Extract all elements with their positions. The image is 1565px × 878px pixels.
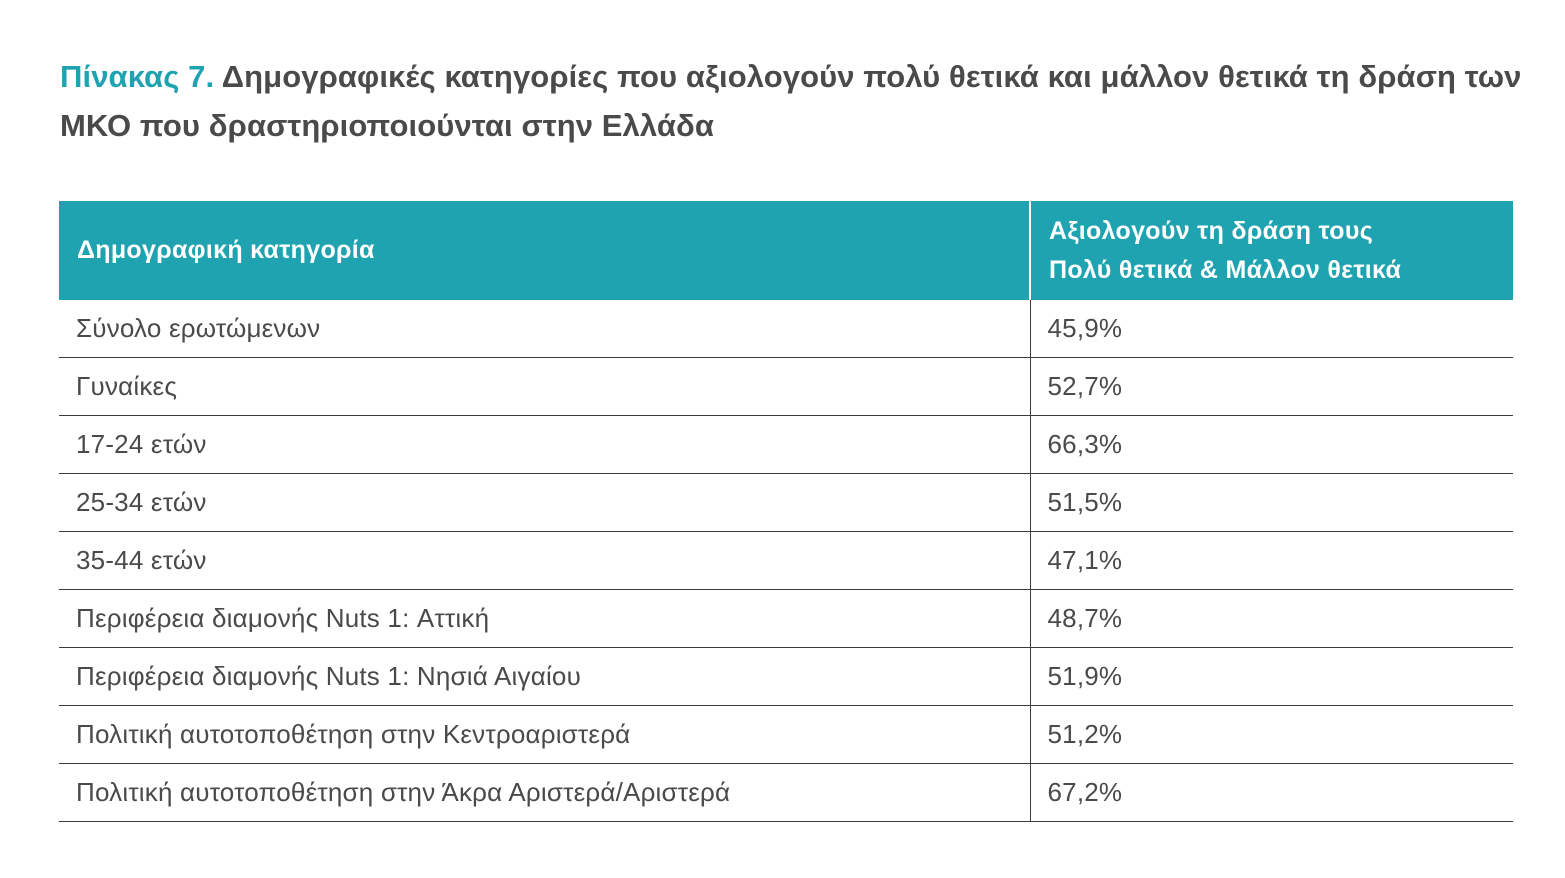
- header-value-line1: Αξιολογούν τη δράση τους: [1049, 216, 1374, 245]
- row-category: 35-44 ετών: [59, 532, 1030, 590]
- demographics-table: [59, 201, 1513, 822]
- row-category: Περιφέρεια διαμονής Nuts 1: Αττική: [59, 590, 1030, 648]
- row-value: 67,2%: [1030, 764, 1513, 822]
- row-value: 51,2%: [1030, 706, 1513, 764]
- table-row: [59, 590, 1513, 648]
- row-category: Σύνολο ερωτώμενων: [59, 300, 1030, 358]
- row-category: Γυναίκες: [59, 358, 1030, 416]
- table-row: [59, 532, 1513, 590]
- row-value: 51,5%: [1030, 474, 1513, 532]
- row-category: 17-24 ετών: [59, 416, 1030, 474]
- header-value-line2: Πολύ θετικά & Μάλλον θετικά: [1049, 255, 1402, 284]
- table-header: [59, 201, 1513, 300]
- table-row: [59, 474, 1513, 532]
- row-value: 45,9%: [1030, 300, 1513, 358]
- row-category: Πολιτική αυτοτοποθέτηση στην Κεντροαριστερά: [59, 706, 1030, 764]
- table-row: [59, 648, 1513, 706]
- header-value: [1030, 201, 1513, 300]
- table-row: [59, 706, 1513, 764]
- row-category: Πολιτική αυτοτοποθέτηση στην Άκρα Αριστερά/Αριστερά: [59, 764, 1030, 822]
- table-row: [59, 358, 1513, 416]
- row-value: 51,9%: [1030, 648, 1513, 706]
- table-row: [59, 416, 1513, 474]
- table-number: Πίνακας 7.: [60, 59, 215, 94]
- row-category: Περιφέρεια διαμονής Nuts 1: Νησιά Αιγαίου: [59, 648, 1030, 706]
- table-row: [59, 764, 1513, 822]
- row-value: 66,3%: [1030, 416, 1513, 474]
- row-value: 47,1%: [1030, 532, 1513, 590]
- header-row: [59, 201, 1513, 300]
- table-title: [60, 52, 1530, 150]
- row-value: 48,7%: [1030, 590, 1513, 648]
- row-value: 52,7%: [1030, 358, 1513, 416]
- row-category: 25-34 ετών: [59, 474, 1030, 532]
- table-title-text: Δημογραφικές κατηγορίες που αξιολογούν πολύ θετικά και μάλλον θετικά τη δράση των ΜΚΟ που δραστηριοποιούνται στην Ελλάδα: [60, 59, 1522, 143]
- table-body: [59, 300, 1513, 822]
- header-category: Δημογραφική κατηγορία: [59, 201, 1030, 300]
- table-row: [59, 300, 1513, 358]
